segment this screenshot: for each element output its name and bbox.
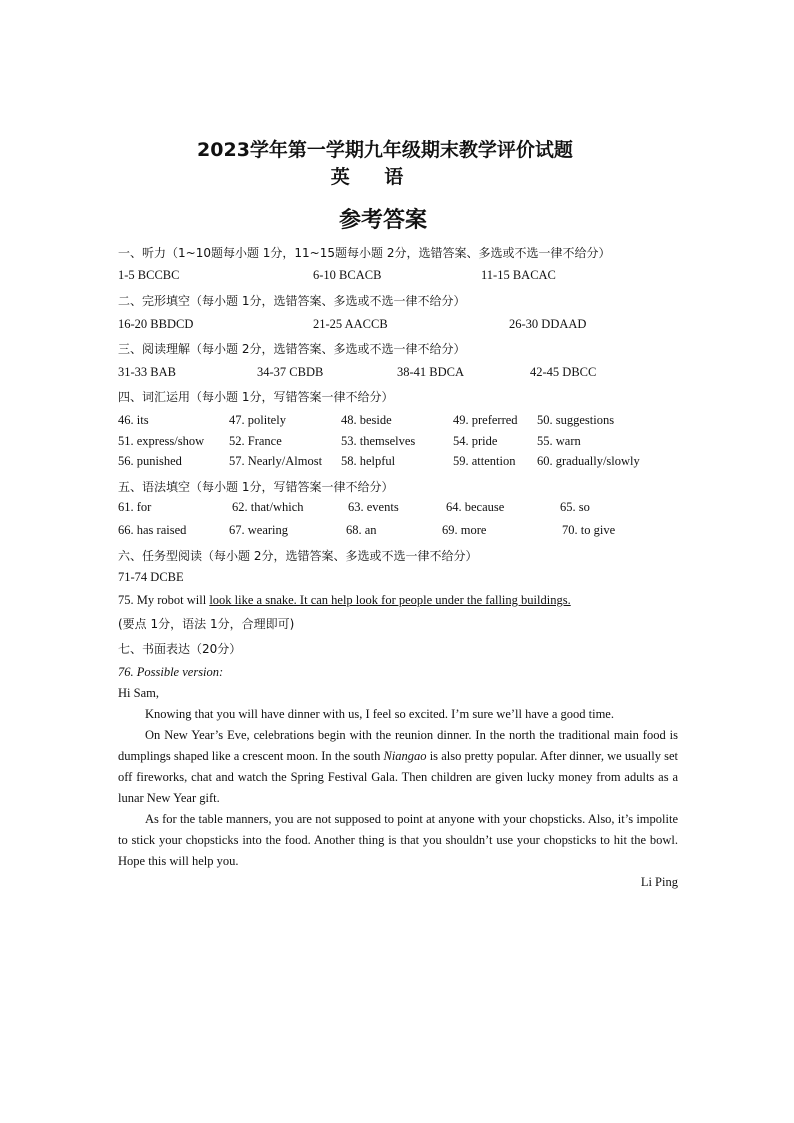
answer-49: 49. preferred	[453, 413, 518, 427]
document-title: 参考答案	[338, 208, 427, 233]
letter-paragraph-1: Knowing that you will have dinner with us, I feel so excited. I’m sure we’ll have a good time.	[145, 707, 614, 721]
answer-65: 65. so	[560, 500, 590, 514]
section-writing-heading: 七、书面表达（20分）	[118, 642, 242, 656]
answer-58: 58. helpful	[341, 454, 396, 468]
subject-title: 英 语	[330, 166, 418, 188]
answer-48: 48. beside	[341, 413, 392, 427]
answer-56: 56. punished	[118, 454, 182, 468]
niangao-term: Niangao	[383, 749, 427, 763]
answer-47: 47. politely	[229, 413, 286, 427]
answer-listening-1: 1-5 BCCBC	[118, 268, 180, 282]
answer-46: 46. its	[118, 413, 149, 427]
answer-52: 52. France	[229, 434, 282, 448]
letter-paragraph-3: As for the table manners, you are not supposed to point at anyone with your chopsticks. Also, it’s impolite to stick your chopsticks into the food. Another thing is that you shouldn’t use your chopsticks to hit the bowl. Hope this will help you.	[118, 812, 678, 868]
answer-reading-4: 42-45 DBCC	[530, 365, 597, 379]
letter-greeting: Hi Sam,	[118, 686, 159, 700]
answer-59: 59. attention	[453, 454, 516, 468]
answer-75	[118, 593, 571, 608]
section-cloze-heading: 二、完形填空（每小题 1分，选错答案、多选或不选一律不给分）	[118, 294, 466, 308]
possible-version-label: 76. Possible version:	[118, 665, 224, 679]
letter-signature: Li Ping	[640, 875, 678, 889]
answer-reading-3: 38-41 BDCA	[397, 365, 465, 379]
answer-reading-1: 31-33 BAB	[118, 365, 176, 379]
answer-53: 53. themselves	[341, 434, 416, 448]
answer-75-scoring-note: (要点 1分，语法 1分，合理即可)	[118, 617, 295, 631]
section-vocabulary-heading: 四、词汇运用（每小题 1分，写错答案一律不给分）	[118, 390, 394, 404]
answer-60: 60. gradually/slowly	[537, 454, 640, 468]
answer-75-prefix: 75. My robot will	[118, 593, 210, 607]
answer-reading-2: 34-37 CBDB	[257, 365, 324, 379]
section-grammar-heading: 五、语法填空（每小题 1分，写错答案一律不给分）	[118, 480, 394, 494]
answer-51: 51. express/show	[118, 434, 205, 448]
letter-paragraph-2	[118, 725, 678, 809]
answer-69: 69. more	[442, 523, 487, 537]
answer-66: 66. has raised	[118, 523, 187, 537]
answer-57: 57. Nearly/Almost	[229, 454, 323, 468]
answer-71-74: 71-74 DCBE	[118, 570, 184, 584]
exam-title: 2023学年第一学期九年级期末教学评价试题	[197, 139, 573, 161]
paragraph-2-text-b: is also pretty popular. After dinner, we usually set off fireworks, chat and watch the Spring Festival Gala. Then children are given lucky money from adults as a lunar New Year gift.	[118, 749, 678, 805]
answer-64: 64. because	[446, 500, 505, 514]
answer-50: 50. suggestions	[537, 413, 615, 427]
answer-cloze-3: 26-30 DDAAD	[509, 317, 587, 331]
answer-listening-2: 6-10 BCACB	[313, 268, 382, 282]
answer-61: 61. for	[118, 500, 152, 514]
answer-55: 55. warn	[537, 434, 581, 448]
answer-listening-3: 11-15 BACAC	[481, 268, 556, 282]
section-listening-heading: 一、听力（1~10题每小题 1分，11~15题每小题 2分，选错答案、多选或不选一律不给分）	[118, 246, 611, 260]
answer-67: 67. wearing	[229, 523, 289, 537]
section-reading-heading: 三、阅读理解（每小题 2分，选错答案、多选或不选一律不给分）	[118, 342, 466, 356]
answer-70: 70. to give	[562, 523, 616, 537]
answer-54: 54. pride	[453, 434, 498, 448]
answer-75-underlined: look like a snake. It can help look for people under the falling buildings.	[209, 593, 571, 607]
answer-68: 68. an	[346, 523, 377, 537]
answer-63: 63. events	[348, 500, 399, 514]
answer-cloze-2: 21-25 AACCB	[313, 317, 388, 331]
paragraph-2-text-a: On New Year’s Eve, celebrations begin with the reunion dinner. In the north the traditional main food is dumplings shaped like a crescent moon. In the south	[118, 728, 678, 763]
answer-62: 62. that/which	[232, 500, 304, 514]
section-task-reading-heading: 六、任务型阅读（每小题 2分，选错答案、多选或不选一律不给分）	[118, 549, 478, 563]
answer-cloze-1: 16-20 BBDCD	[118, 317, 194, 331]
